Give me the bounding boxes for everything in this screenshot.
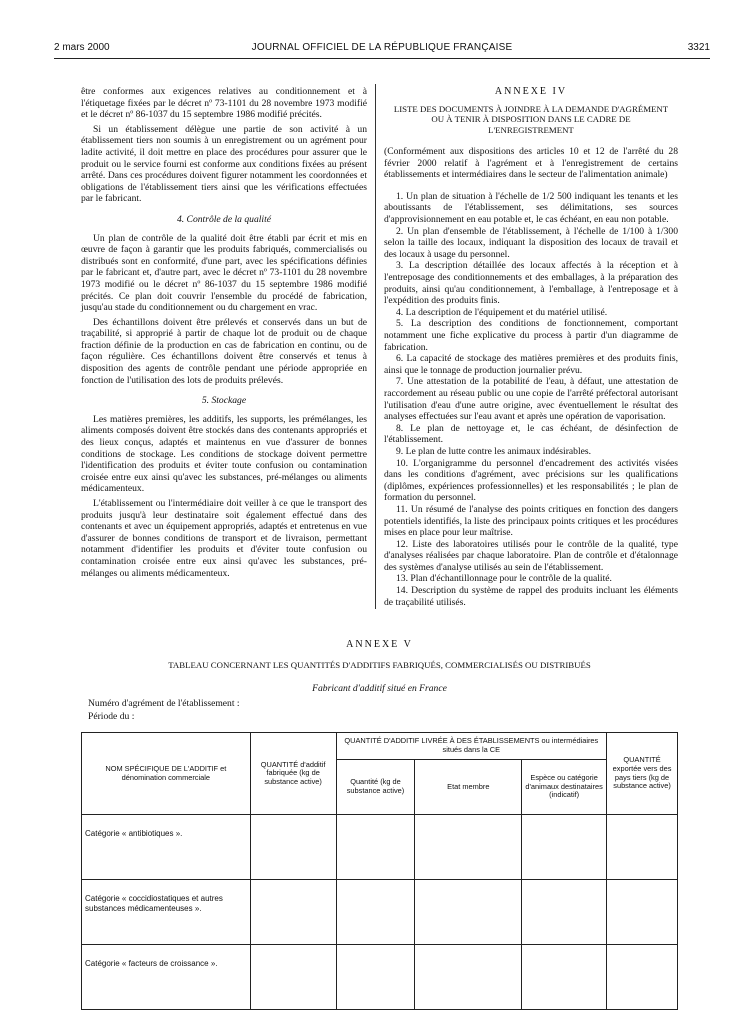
list-item: 10. L'organigramme du personnel d'encadrement des activités visées dans les conditions d'agrément, avec précisions sur les qualifications (diplômes, expériences professionnelles) et les responsabilités ; le plan de formation du personnel.: [384, 457, 678, 504]
list-item: 2. Un plan d'ensemble de l'établissement, à l'échelle de 1/100 à 1/300 selon la taille des locaux, indiquant la disposition des locaux de travail et des locaux à usage du personnel.: [384, 225, 678, 260]
table-cell: Catégorie « coccidiostatiques et autres substances médicamenteuses ».: [82, 880, 251, 945]
table-cell: [250, 945, 336, 1010]
table-cell: [250, 880, 336, 945]
paragraph: Des échantillons doivent être prélevés et conservés dans un but de traçabilité, si approprié à partir de chaque lot de produit ou de chaque fraction définie de la production en cas de fabrication en continu, ou de façon régulière. Ces échantillons doivent être conservés et tenus à disposition des agents de contrôle pendant une période appropriée en fonction de l'utilisation des lots de produits prélevés.: [81, 316, 367, 386]
paragraph: L'établissement ou l'intermédiaire doit veiller à ce que le transport des produits jusqu'à leur destinataire soit également effectué dans des contenants et avec un équipement appropriés, adaptés et entretenus en vue d'assurer de bonnes conditions de transport et de livraison, permettant notamment d'identifier les produits et d'éviter toute confusion ou contamination croisée entre eux ainsi qu'avec les substances, pré-mélanges ou aliments médicamenteux.: [81, 498, 367, 579]
table-cell: [336, 945, 415, 1010]
table-cell: [522, 815, 607, 880]
table-cell: Catégorie « antibiotiques ».: [82, 815, 251, 880]
table-cell: [336, 815, 415, 880]
annex-v-subtitle: TABLEAU CONCERNANT LES QUANTITÉS D'ADDITIFS FABRIQUÉS, COMMERCIALISÉS OU DISTRIBUÉS: [168, 660, 591, 670]
table-cell: [607, 880, 678, 945]
header-date: 2 mars 2000: [54, 42, 110, 53]
right-column: [384, 86, 678, 608]
list-item: 7. Une attestation de la potabilité de l'eau, à défaut, une attestation de raccordement au réseau public ou une copie de l'arrêté préfectoral autorisant l'utilisation d'eau d'une autre origine, avec éventuellement le résultat des analyses effectuées sur l'eau avant et après une opération de vaporisation.: [384, 376, 678, 423]
period-label: Période du :: [88, 711, 135, 722]
table-cell: [522, 945, 607, 1010]
list-item: 14. Description du système de rappel des produits incluant les éléments de traçabilité utilisés.: [384, 585, 678, 608]
table-cell: [415, 815, 522, 880]
list-item: 13. Plan d'échantillonnage pour le contrôle de la qualité.: [396, 573, 612, 585]
list-item: 3. La description détaillée des locaux affectés à la réception et à l'entreposage des conditionnements et des emballages, à la préparation des produits, ainsi qu'au conditionnement, à l'emballage, à l'entreposage et à l'expédition des produits finis.: [384, 260, 678, 307]
header-rule: [54, 58, 710, 59]
paragraph: être conformes aux exigences relatives au conditionnement et à l'étiquetage fixées par le décret nº 73-1101 du 28 novembre 1973 modifié et le décret nº 86-1037 du 15 septembre 1986 modifié précités.: [81, 86, 367, 121]
table-cell: [607, 945, 678, 1010]
header-journal-title: JOURNAL OFFICIEL DE LA RÉPUBLIQUE FRANÇAISE: [251, 42, 513, 53]
table-cell: [415, 880, 522, 945]
table-row: [82, 945, 678, 1010]
list-item: 5. La description des conditions de fonctionnement, comportant notamment une fiche explicative du process à partir d'un diagramme de fabrication.: [384, 318, 678, 353]
header-cell: NOM SPÉCIFIQUE DE L'ADDITIF et dénomination commerciale: [82, 733, 251, 815]
list-item: 8. Le plan de nettoyage et, le cas échéant, de désinfection de l'établissement.: [384, 422, 678, 446]
table-cell: [336, 880, 415, 945]
header-cell: QUANTITÉ D'ADDITIF LIVRÉE À DES ÉTABLISSEMENTS ou intermédiaires situés dans la CE: [336, 733, 607, 760]
list-item: 4. La description de l'équipement et du matériel utilisé.: [396, 306, 608, 318]
list-item: 9. Le plan de lutte contre les animaux indésirables.: [396, 445, 592, 457]
column-divider: [375, 84, 376, 609]
header-cell: Etat membre: [415, 760, 522, 815]
list-item: 1. Un plan de situation à l'échelle de 1/2 500 indiquant les tenants et les aboutissants de l'établissement, ses délimitations, ses sources d'approvisionnement en eau potable et, le cas échéant, en eau non potable.: [384, 190, 678, 226]
left-column: [81, 86, 367, 582]
header-page-number: 3321: [687, 42, 710, 53]
table-cell: Catégorie « facteurs de croissance ».: [82, 945, 251, 1010]
page-header: [54, 42, 710, 58]
paragraph: Les matières premières, les additifs, les supports, les prémélanges, les aliments composés doivent être stockés dans des contenants appropriés et des lieux conçus, adaptés et maintenus en vue d'assurer de bonnes conditions de stockage. Les conditions de stockage doivent permettre l'identification des produits et éviter toute confusion ou contamination croisée entre eux ainsi qu'avec les substances, pré-mélanges ou aliments médicamenteux.: [81, 413, 367, 495]
table-row: [82, 880, 678, 945]
annex-v-title: ANNEXE V: [346, 639, 413, 650]
list-item: 6. La capacité de stockage des matières premières et des produits finis, ainsi que le tonnage de production journalier prévu.: [384, 353, 678, 376]
list-item: 11. Un résumé de l'analyse des points critiques en fonction des dangers potentiels identifiés, la liste des principaux points critiques et les procédures mises en place pour leur maîtrise.: [384, 503, 678, 539]
header-cell: QUANTITÉ d'additif fabriquée (kg de substance active): [250, 733, 336, 815]
table-row: [82, 815, 678, 880]
annex-iv-title: ANNEXE IV: [494, 86, 568, 97]
header-cell: Quantité (kg de substance active): [336, 760, 415, 815]
approval-number-label: Numéro d'agrément de l'établissement :: [88, 698, 240, 709]
header-cell: Espèce ou catégorie d'animaux destinataires (indicatif): [522, 760, 607, 815]
table-cell: [607, 815, 678, 880]
annex-v-table: [81, 732, 678, 1010]
header-cell: QUANTITÉ exportée vers des pays tiers (kg de substance active): [607, 733, 678, 815]
annex-iv-note: (Conformément aux dispositions des articles 10 et 12 de l'arrêté du 28 février 2000 relatif à l'agrément et à l'enregistrement de certains établissements et intermédiaires dans le secteur de l'alimentation animale): [384, 146, 678, 181]
table-cell: [522, 880, 607, 945]
annex-v-italic-subtitle: Fabricant d'additif situé en France: [312, 683, 447, 694]
table-cell: [415, 945, 522, 1010]
paragraph: Si un établissement délègue une partie de son activité à un établissement tiers non soumis à un enregistrement ou un agrément pour ladite activité, il doit mettre en place des procédures pour assurer que le produit ou le service fourni est conforme aux conditions fixées au présent arrêté. Dans ces procédures doivent figurer notamment les coordonnées et obligations de l'établissement tiers ainsi que les vérifications effectuées par le fabricant.: [81, 123, 367, 205]
annex-iv-subtitle: LISTE DES DOCUMENTS À JOINDRE À LA DEMANDE D'AGRÉMENT OU À TENIR À DISPOSITION DANS LE CADRE DE L'ENREGISTREMENT: [393, 103, 669, 135]
paragraph: Un plan de contrôle de la qualité doit être établi par écrit et mis en œuvre de façon à garantir que les produits fabriqués, commercialisés ou distribués sont en conformité, d'une part, avec les spécifications définies par le fabricant et, d'autre part, avec le décret nº 73-1101 du 28 novembre 1973 modifié ou le décret nº 86-1037 du 15 septembre 1986 modifié précités. Ce plan doit couvrir l'ensemble du procédé de fabrication, jusqu'au stade du conditionnement ou du chargement en vrac.: [81, 232, 367, 314]
annex-iv-list: [384, 191, 678, 608]
section-heading-quality: 4. Contrôle de la qualité: [176, 213, 272, 225]
list-item: 12. Liste des laboratoires utilisés pour le contrôle de la qualité, type d'analyses réalisées par chaque laboratoire. Plan de contrôle et d'étalonnage des systèmes d'analyse utilisés au sein de l'établissement.: [384, 538, 678, 573]
section-heading-storage: 5. Stockage: [201, 395, 247, 407]
table-cell: [250, 815, 336, 880]
